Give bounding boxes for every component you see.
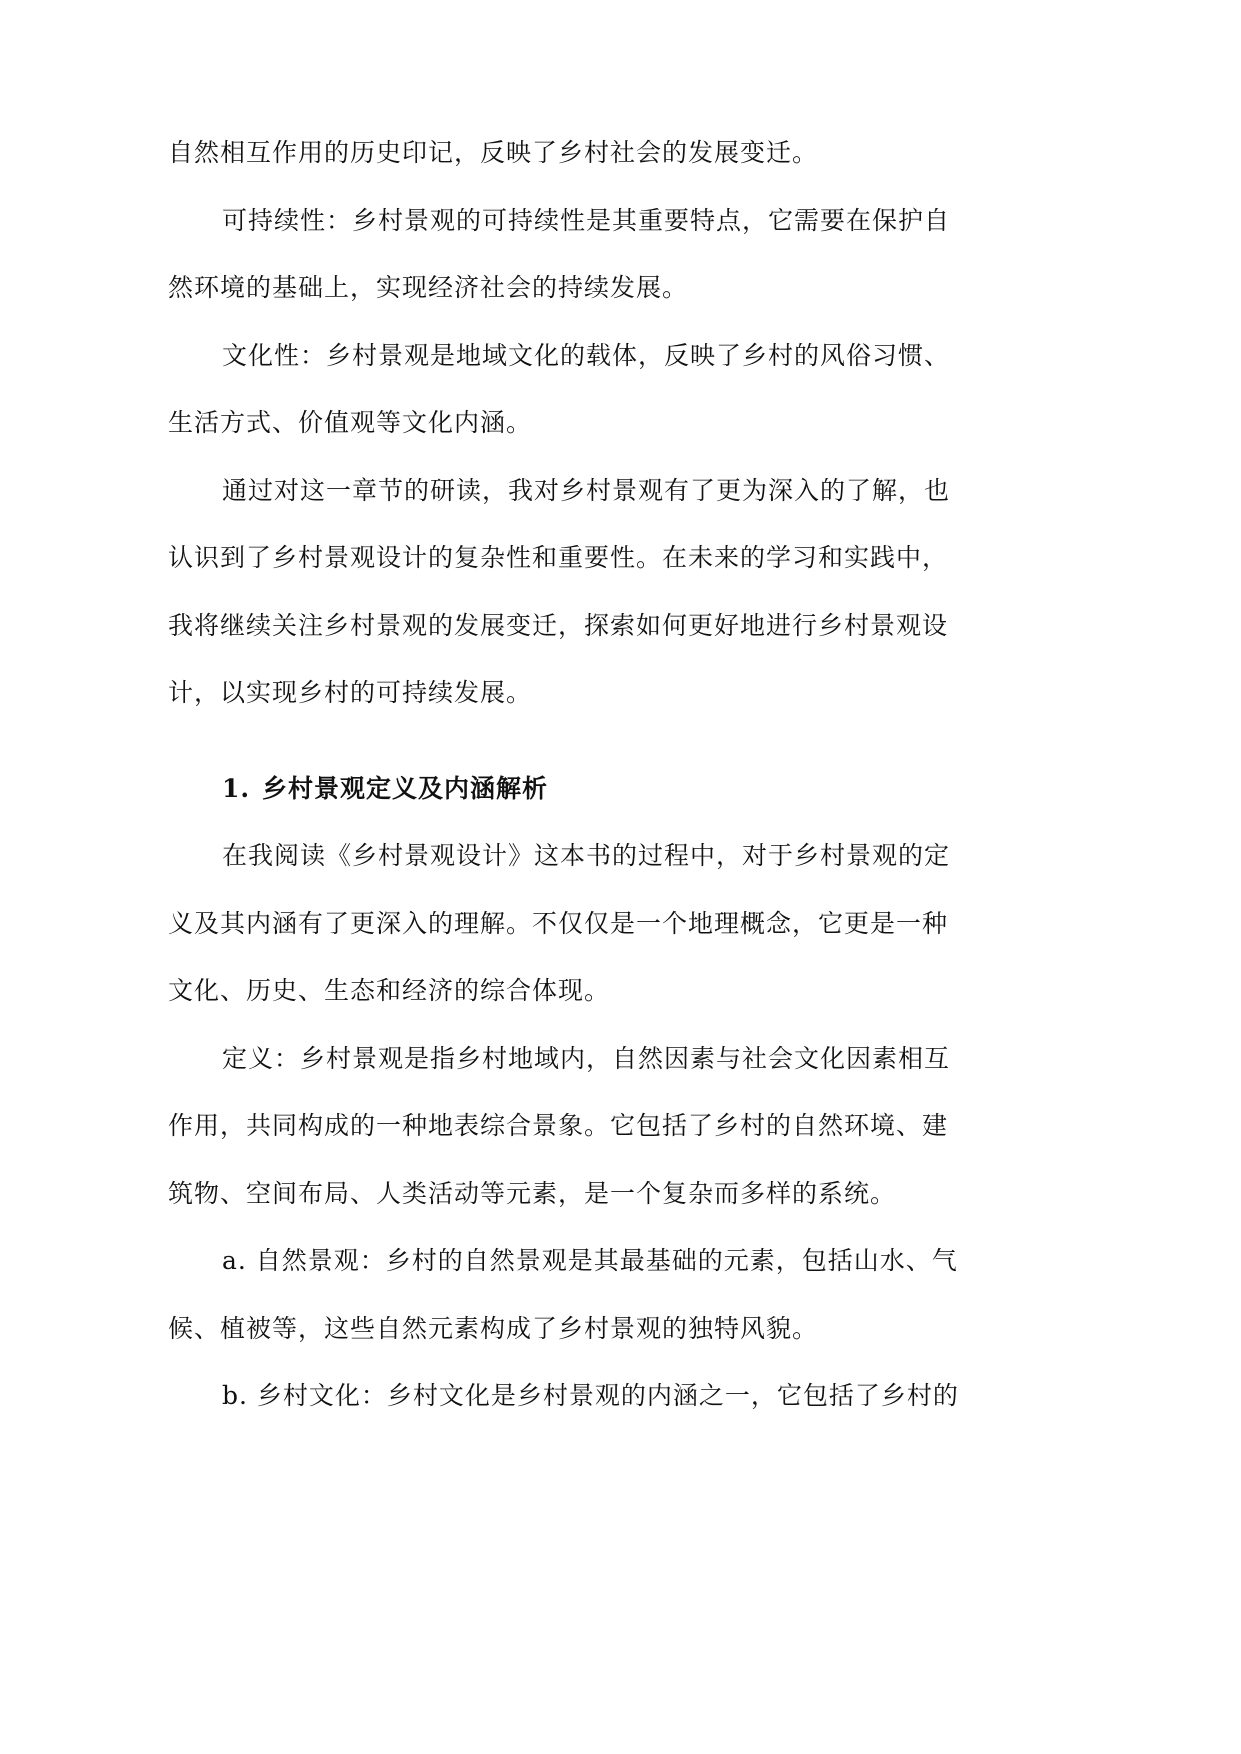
text-line: 可持续性：乡村景观的可持续性是其重要特点，它需要在保护自 — [222, 205, 951, 235]
paragraph-reading-intro — [168, 822, 968, 1025]
paragraph-definition — [168, 1025, 968, 1228]
text-line: 生活方式、价值观等文化内涵。 — [168, 408, 533, 437]
text-line: 在我阅读《乡村景观设计》这本书的过程中，对于乡村景观的定 — [222, 841, 951, 870]
paragraph-natural-landscape — [168, 1227, 968, 1362]
text-line: 定义：乡村景观是指乡村地域内，自然因素与社会文化因素相互 — [222, 1043, 951, 1073]
text-line: 作用，共同构成的一种地表综合景象。它包括了乡村的自然环境、建 — [168, 1111, 949, 1140]
document-body — [168, 119, 968, 1430]
text-line: 自然相互作用的历史印记，反映了乡村社会的发展变迁。 — [168, 138, 819, 167]
text-line: 我将继续关注乡村景观的发展变迁，探索如何更好地进行乡村景观设 — [168, 610, 949, 640]
section-heading — [168, 755, 968, 823]
paragraph-continuation — [168, 119, 968, 187]
section-title: 乡村景观定义及内涵解析 — [262, 773, 549, 803]
text-line: 通过对这一章节的研读，我对乡村景观有了更为深入的了解，也 — [222, 475, 951, 505]
text-line: 然环境的基础上，实现经济社会的持续发展。 — [168, 273, 689, 302]
text-line: b. 乡村文化：乡村文化是乡村景观的内涵之一，它包括了乡村的 — [222, 1381, 959, 1410]
paragraph-rural-culture — [168, 1362, 968, 1430]
paragraph-culture — [168, 322, 968, 457]
paragraph-sustainability — [168, 187, 968, 322]
text-line: 文化、历史、生态和经济的综合体现。 — [168, 976, 611, 1005]
text-line: 认识到了乡村景观设计的复杂性和重要性。在未来的学习和实践中， — [168, 543, 949, 572]
text-line: 筑物、空间布局、人类活动等元素，是一个复杂而多样的系统。 — [168, 1178, 897, 1208]
text-line: 计，以实现乡村的可持续发展。 — [168, 678, 533, 707]
text-line: 文化性：乡村景观是地域文化的载体，反映了乡村的风俗习惯、 — [222, 340, 951, 370]
text-line: a. 自然景观：乡村的自然景观是其最基础的元素，包括山水、气 — [222, 1246, 958, 1275]
section-number: 1. — [222, 773, 251, 803]
text-line: 候、植被等，这些自然元素构成了乡村景观的独特风貌。 — [168, 1313, 819, 1343]
paragraph-conclusion — [168, 457, 968, 727]
text-line: 义及其内涵有了更深入的理解。不仅仅是一个地理概念，它更是一种 — [168, 908, 949, 938]
